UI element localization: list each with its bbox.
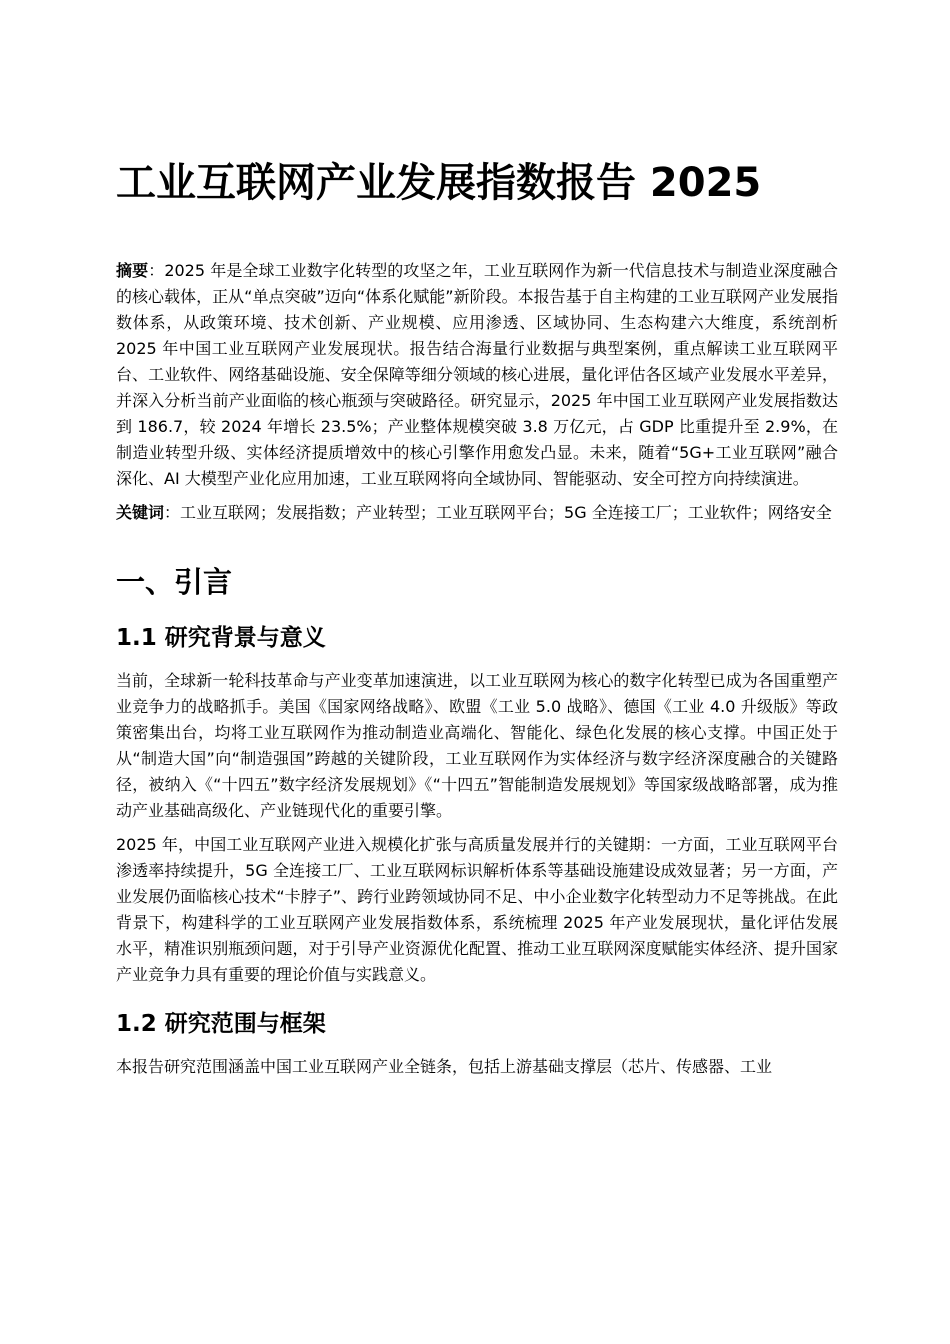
keywords-paragraph [116, 500, 838, 526]
section-heading-introduction: 一、引言 [116, 565, 233, 599]
subsection-heading-background: 1.1 研究背景与意义 [116, 625, 326, 651]
keywords-text: 工业互联网；发展指数；产业转型；工业互联网平台；5G 全连接工厂；工业软件；网络安全 [180, 503, 832, 522]
abstract-text: 2025 年是全球工业数字化转型的攻坚之年，工业互联网作为新一代信息技术与制造业深度融合的核心载体，正从“单点突破”迈向“体系化赋能”新阶段。本报告基于自主构建的工业互联网产业发展指数体系，从政策环境、技术创新、产业规模、应用渗透、区域协同、生态构建六大维度，系统剖析 2025 年中国工业互联网产业发展现状。报告结合海量行业数据与典型案例，重点解读工业互联网平台、工业软件、网络基础设施、安全保障等细分领域的核心进展，量化评估各区域产业发展水平差异，并深入分析当前产业面临的核心瓶颈与突破路径。研究显示，2025 年中国工业互联网产业发展指数达到 186.7，较 2024 年增长 23.5%；产业整体规模突破 3.8 万亿元，占 GDP 比重提升至 2.9%，在制造业转型升级、实体经济提质增效中的核心引擎作用愈发凸显。未来，随着“5G+工业互联网”融合深化、AI 大模型产业化应用加速，工业互联网将向全域协同、智能驱动、安全可控方向持续演进。 [116, 261, 838, 488]
background-paragraph-1: 当前，全球新一轮科技革命与产业变革加速演进，以工业互联网为核心的数字化转型已成为各国重塑产业竞争力的战略抓手。美国《国家网络战略》、欧盟《工业 5.0 战略》、德国《工业 4.0 升级版》等政策密集出台，均将工业互联网作为推动制造业高端化、智能化、绿色化发展的核心支撑。中国正处于从“制造大国”向“制造强国”跨越的关键阶段，工业互联网作为实体经济与数字经济深度融合的关键路径，被纳入《“十四五”数字经济发展规划》《“十四五”智能制造发展规划》等国家级战略部署，成为推动产业基础高级化、产业链现代化的重要引擎。 [116, 671, 838, 820]
background-paragraph-2: 2025 年，中国工业互联网产业进入规模化扩张与高质量发展并行的关键期：一方面，工业互联网平台渗透率持续提升，5G 全连接工厂、工业互联网标识解析体系等基础设施建设成效显著；另一方面，产业发展仍面临核心技术“卡脖子”、跨行业跨领域协同不足、中小企业数字化转型动力不足等挑战。在此背景下，构建科学的工业互联网产业发展指数体系，系统梳理 2025 年产业发展现状，量化评估发展水平，精准识别瓶颈问题，对于引导产业资源优化配置、推动工业互联网深度赋能实体经济、提升国家产业竞争力具有重要的理论价值与实践意义。 [116, 835, 838, 984]
document-title: 工业互联网产业发展指数报告 2025 [116, 160, 762, 206]
subsection-heading-scope: 1.2 研究范围与框架 [116, 1011, 326, 1037]
scope-paragraph-1: 本报告研究范围涵盖中国工业互联网产业全链条，包括上游基础支撑层（芯片、传感器、工业 [116, 1057, 773, 1076]
keywords-separator: ： [164, 503, 181, 522]
keywords-label: 关键词 [116, 503, 165, 522]
document-page [116, 150, 838, 1080]
abstract-paragraph [116, 258, 838, 492]
abstract-separator: ： [148, 261, 165, 280]
abstract-label: 摘要 [116, 261, 149, 280]
